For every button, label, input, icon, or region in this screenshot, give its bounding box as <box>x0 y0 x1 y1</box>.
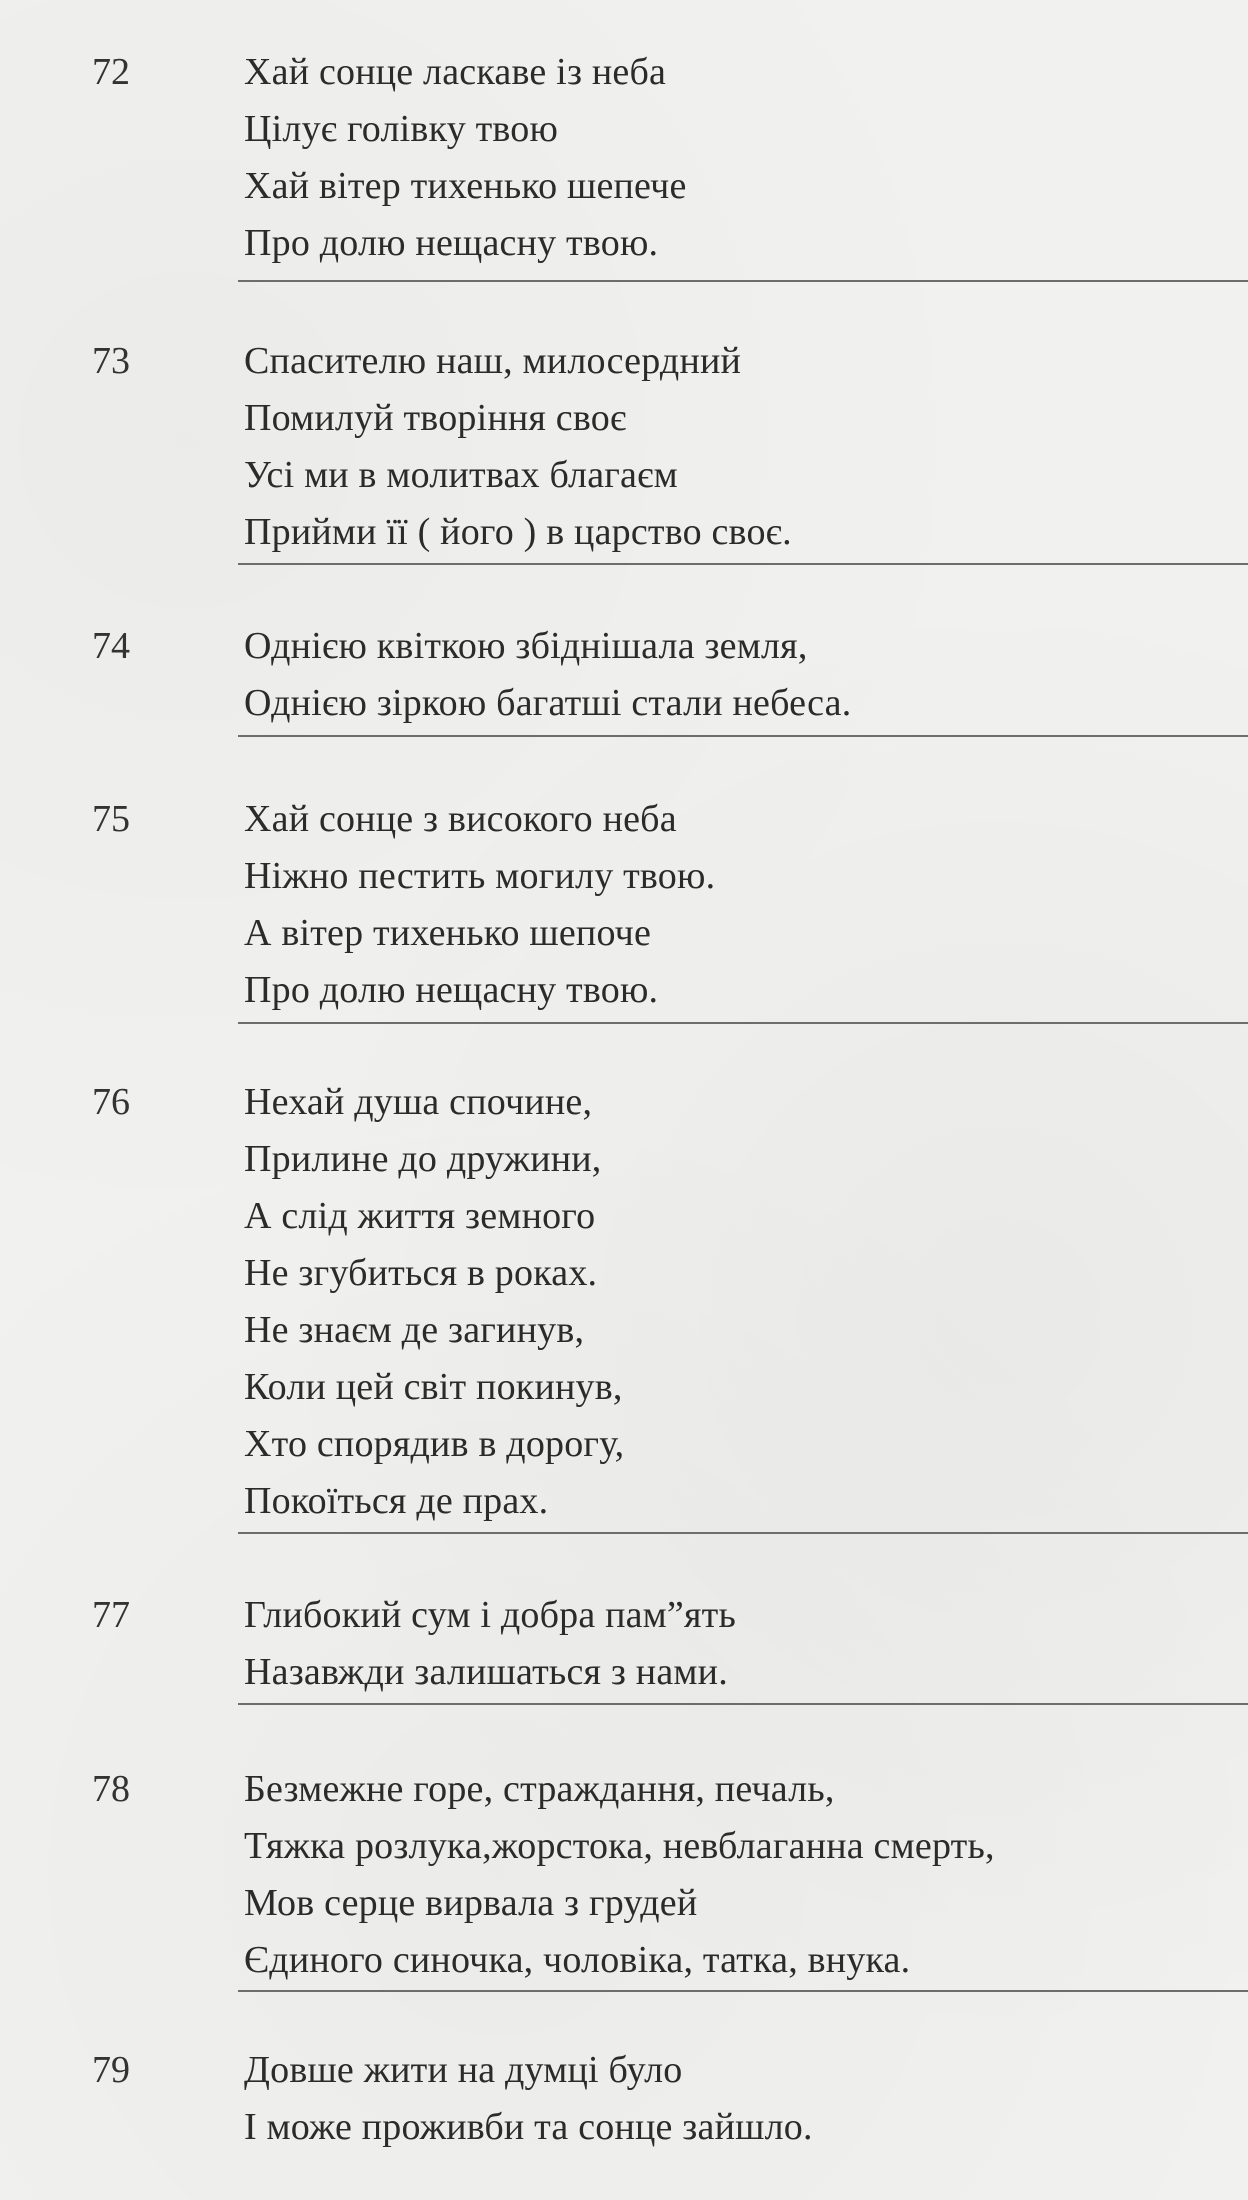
verse-line: Довше жити на думці було <box>244 2049 683 2091</box>
verse-line: Хто спорядив в дорогу, <box>244 1423 625 1465</box>
entry-number: 79 <box>92 2049 130 2091</box>
entry-divider <box>238 735 1248 737</box>
verse-line: Назавжди залишаться з нами. <box>244 1651 728 1693</box>
entry-number: 72 <box>92 51 130 93</box>
entry-divider <box>238 1990 1248 1992</box>
verse-line: Не згубиться в роках. <box>244 1252 598 1294</box>
verse-line: Однією зіркою багатші стали небеса. <box>244 682 852 724</box>
entry-lines <box>244 791 715 1019</box>
verse-line: Глибокий сум і добра пам”ять <box>244 1594 737 1636</box>
verse-line: Однією квіткою збіднішала земля, <box>244 625 808 667</box>
entry-lines <box>244 1761 995 1989</box>
entry-lines <box>244 44 687 272</box>
verse-line: Про долю нещасну твою. <box>244 969 659 1011</box>
entry-divider <box>238 563 1248 565</box>
verse-line: Прилине до дружини, <box>244 1138 602 1180</box>
verse-line: Безмежне горе, страждання, печаль, <box>244 1768 835 1810</box>
verse-line: Цілує голівку твою <box>244 108 559 150</box>
verse-line: Про долю нещасну твою. <box>244 222 659 264</box>
verse-line: Єдиного синочка, чоловіка, татка, внука. <box>244 1939 911 1981</box>
entry-divider <box>238 1532 1248 1534</box>
entry-number: 78 <box>92 1768 130 1810</box>
verse-line: Усі ми в молитвах благаєм <box>244 454 678 496</box>
entry-lines <box>244 333 792 561</box>
verse-line: А слід життя земного <box>244 1195 596 1237</box>
entry-number: 75 <box>92 798 130 840</box>
verse-line: Спасителю наш, милосердний <box>244 340 742 382</box>
entry-lines <box>244 1587 736 1701</box>
entry-divider <box>238 280 1248 282</box>
verse-line: Покоїться де прах. <box>244 1480 549 1522</box>
verse-line: Хай сонце ласкаве із неба <box>244 51 667 93</box>
entry-lines <box>244 1074 624 1530</box>
entry-number: 77 <box>92 1594 130 1636</box>
verse-line: Коли цей світ покинув, <box>244 1366 623 1408</box>
verse-line: Ніжно пестить могилу твою. <box>244 855 716 897</box>
entry-lines <box>244 2042 813 2156</box>
entry-lines <box>244 618 851 732</box>
verse-line: Прийми її ( його ) в царство своє. <box>244 511 792 553</box>
entry-divider <box>238 1703 1248 1705</box>
entry-number: 76 <box>92 1081 130 1123</box>
verse-line: Тяжка розлука,жорстока, невблаганна смерть, <box>244 1825 995 1867</box>
verse-line: Хай сонце з високого неба <box>244 798 677 840</box>
verse-line: Мов серце вирвала з грудей <box>244 1882 698 1924</box>
entry-number: 74 <box>92 625 130 667</box>
verse-line: Хай вітер тихенько шепече <box>244 165 687 207</box>
entry-number: 73 <box>92 340 130 382</box>
entry-divider <box>238 1022 1248 1024</box>
verse-line: Нехай душа спочине, <box>244 1081 593 1123</box>
verse-line: Не знаєм де загинув, <box>244 1309 585 1351</box>
verse-line: І може проживби та сонце зайшло. <box>244 2106 813 2148</box>
verse-line: А вітер тихенько шепоче <box>244 912 652 954</box>
verse-line: Помилуй творіння своє <box>244 397 627 439</box>
